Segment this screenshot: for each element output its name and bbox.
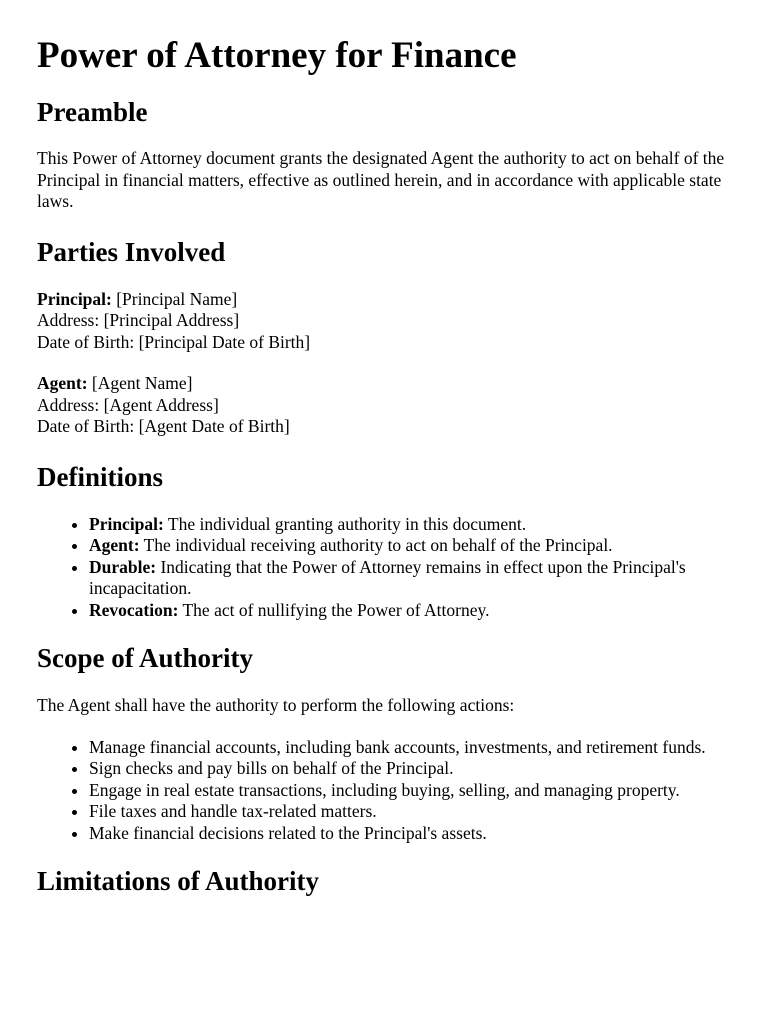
principal-block	[37, 289, 734, 354]
agent-block	[37, 373, 734, 438]
definition-text: The individual receiving authority to act on behalf of the Principal.	[139, 535, 613, 555]
parties-heading: Parties Involved	[37, 236, 226, 267]
definition-item	[89, 557, 734, 600]
principal-name-line	[37, 289, 734, 311]
principal-address: Address: [Principal Address]	[37, 310, 240, 330]
parties-section	[37, 236, 734, 438]
definition-item	[89, 535, 734, 557]
preamble-section	[37, 96, 734, 213]
definitions-section	[37, 461, 734, 622]
preamble-heading: Preamble	[37, 97, 148, 127]
scope-intro: The Agent shall have the authority to perform the following actions:	[37, 695, 515, 715]
agent-name-line	[37, 373, 734, 395]
definition-item	[89, 514, 734, 536]
scope-item: • Engage in real estate transactions, including buying, selling, and managing property.	[89, 780, 734, 802]
agent-dob: Date of Birth: [Agent Date of Birth]	[37, 416, 290, 436]
principal-dob: Date of Birth: [Principal Date of Birth]	[37, 331, 311, 352]
scope-item: • Make financial decisions related to the Principal's assets.	[89, 823, 734, 845]
definition-term: Agent:	[89, 535, 140, 555]
agent-label: Agent:	[37, 373, 88, 393]
definition-item	[89, 600, 734, 622]
definition-text: The act of nullifying the Power of Attorney.	[178, 599, 490, 620]
scope-section	[37, 642, 734, 844]
definition-term: Principal:	[89, 513, 164, 534]
definition-term: Revocation:	[89, 599, 179, 620]
principal-name: [Principal Name]	[111, 288, 238, 309]
scope-item: • Sign checks and pay bills on behalf of the Principal.	[89, 758, 734, 780]
definition-text: Indicating that the Power of Attorney remains in effect upon the Principal's incapacitation.	[89, 556, 686, 598]
document-title: Power of Attorney for Finance	[37, 35, 517, 76]
definition-term: Durable:	[89, 556, 157, 577]
scope-list	[37, 737, 734, 845]
definitions-list	[37, 514, 734, 622]
definition-text: The individual granting authority in this document.	[163, 513, 527, 534]
scope-item: • File taxes and handle tax-related matters.	[89, 801, 734, 823]
agent-name: [Agent Name]	[87, 373, 193, 393]
preamble-text: This Power of Attorney document grants the designated Agent the authority to act on behalf of the Principal in financial matters, effective as outlined herein, and in accordance with applicable state laws.	[37, 148, 725, 211]
limitations-section	[37, 865, 734, 897]
scope-item: • Manage financial accounts, including bank accounts, investments, and retirement funds.	[89, 737, 734, 759]
agent-address: Address: [Agent Address]	[37, 394, 219, 415]
definitions-heading: Definitions	[37, 461, 164, 492]
limitations-heading: Limitations of Authority	[37, 866, 320, 896]
principal-label: Principal:	[37, 288, 112, 309]
scope-heading: Scope of Authority	[37, 643, 253, 673]
